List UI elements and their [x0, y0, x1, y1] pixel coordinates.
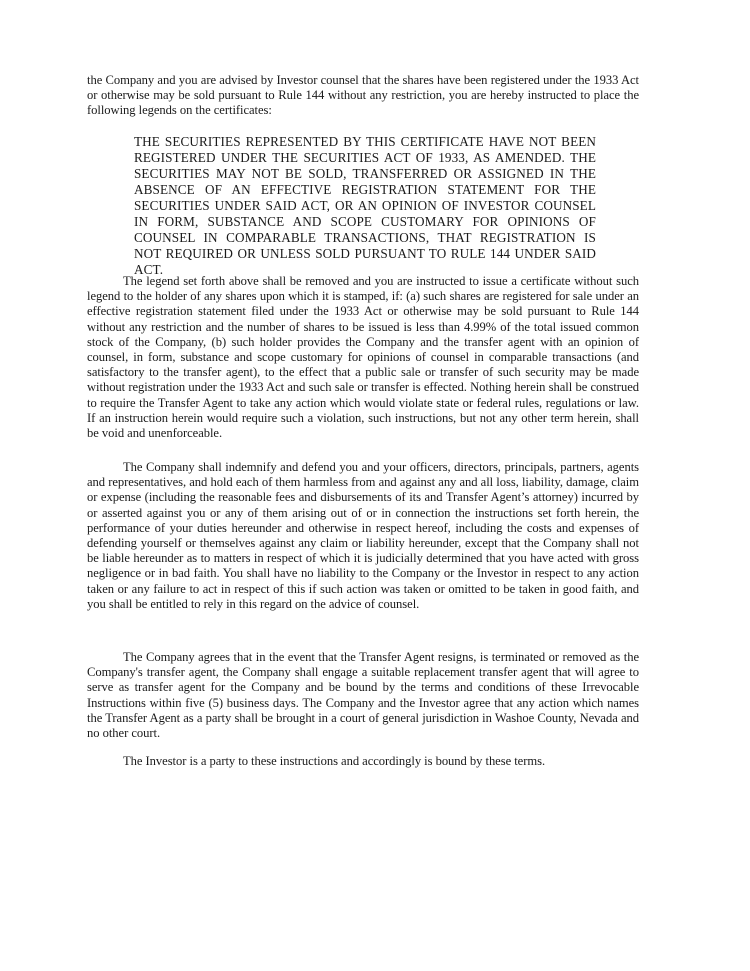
replacement-agent-paragraph: The Company agrees that in the event that the Transfer Agent resigns, is terminated or removed as the Company's transfer agent, the Company shall engage a suitable replacement transfer agent that will agree to serve as transfer agent for the Company and be bound by the terms and conditions of these Irrevocable Instructions within five (5) business days. The Company and the Investor agree that any action which names the Transfer Agent as a party shall be brought in a court of general jurisdiction in Washoe County, Nevada and no other court. — [87, 650, 639, 741]
indemnification-paragraph: The Company shall indemnify and defend you and your officers, directors, principals, partners, agents and representatives, and hold each of them harmless from and against any and all loss, liability, damage, claim or expense (including the reasonable fees and disbursements of its and Transfer Agent’s attorney) incurred by or asserted against you or any of them arising out of or in connection the instructions set forth herein, the performance of your duties hereunder and otherwise in respect hereof, including the costs and expenses of defending yourself or themselves against any claim or liability hereunder, except that the Company shall not be liable hereunder as to matters in respect of which it is judicially determined that you have acted with gross negligence or in bad faith. You shall have no liability to the Company or the Investor in respect to any action taken or any failure to act in respect of this if such action was taken or omitted to be taken in good faith, and you shall be entitled to rely in this regard on the advice of counsel. — [87, 460, 639, 611]
certificate-legend: THE SECURITIES REPRESENTED BY THIS CERTIFICATE HAVE NOT BEEN REGISTERED UNDER THE SECURITIES ACT OF 1933, AS AMENDED. THE SECURITIES MAY NOT BE SOLD, TRANSFERRED OR ASSIGNED IN THE ABSENCE OF AN EFFECTIVE REGISTRATION STATEMENT FOR THE SECURITIES UNDER SAID ACT, OR AN OPINION OF INVESTOR COUNSEL IN FORM, SUBSTANCE AND SCOPE CUSTOMARY FOR OPINIONS OF COUNSEL IN COMPARABLE TRANSACTIONS, THAT REGISTRATION IS NOT REQUIRED OR UNLESS SOLD PURSUANT TO RULE 144 UNDER SAID ACT. — [134, 134, 596, 277]
investor-party-paragraph: The Investor is a party to these instructions and accordingly is bound by these terms. — [123, 754, 546, 768]
legend-removal-paragraph: The legend set forth above shall be removed and you are instructed to issue a certificate without such legend to the holder of any shares upon which it is stamped, if: (a) such shares are registered for sale under an effective registration statement filed under the 1933 Act or otherwise may be sold pursuant to Rule 144 without any restriction and the number of shares to be issued is less than 4.99% of the total issued common stock of the Company, (b) such holder provides the Company and the transfer agent with an opinion of counsel, in form, substance and scope customary for opinions of counsel in comparable transactions (and satisfactory to the transfer agent), to the effect that a public sale or transfer of such security may be made without registration under the 1933 Act and such sale or transfer is effected. Nothing herein shall be construed to require the Transfer Agent to take any action which would violate state or federal rules, regulations or law. If an instruction herein would require such a violation, such instructions, but not any other term herein, shall be void and unenforceable. — [87, 274, 639, 441]
intro-paragraph: the Company and you are advised by Investor counsel that the shares have been registered under the 1933 Act or otherwise may be sold pursuant to Rule 144 without any restriction, you are hereby instructed to place the following legends on the certificates: — [87, 73, 639, 118]
